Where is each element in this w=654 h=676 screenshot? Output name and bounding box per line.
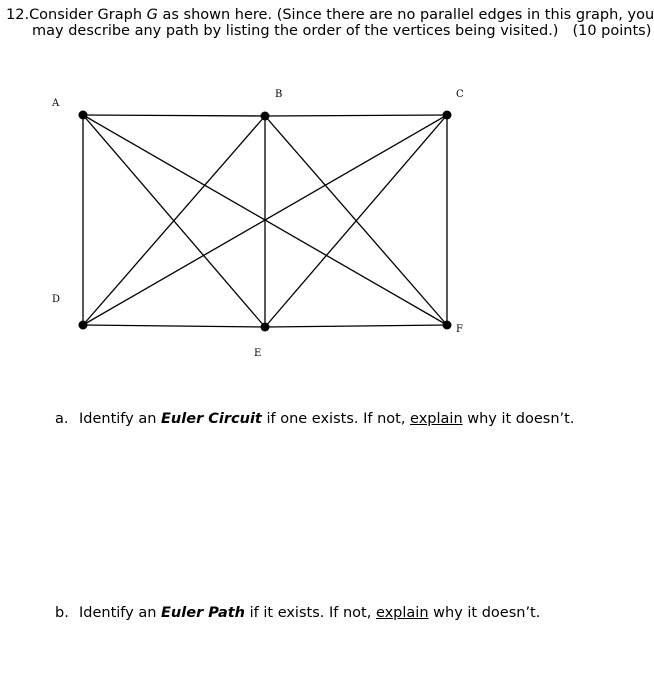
part-a-text-2: if one exists. If not, (261, 411, 411, 427)
question-text-rest: as shown here. (Since there are no parallel edges in this graph, you (157, 7, 654, 23)
part-b (55, 605, 540, 622)
part-a-emphasis: Euler Circuit (161, 411, 262, 427)
part-b-emphasis: Euler Path (161, 605, 246, 621)
part-b-letter: b. (55, 605, 69, 621)
vertex-D (79, 321, 88, 330)
vertex-C (443, 111, 452, 120)
question-number: 12. (6, 7, 30, 23)
vertex-E (261, 323, 270, 332)
part-b-text-1: Identify an (79, 605, 162, 621)
part-b-explain: explain (375, 605, 429, 621)
question-text-start: Consider Graph (29, 7, 147, 23)
vertex-label-B: B (275, 89, 283, 100)
edge-B-C (265, 115, 447, 116)
vertex-label-D: D (52, 294, 61, 305)
vertex-A (79, 111, 88, 120)
part-a-text-1: Identify an (79, 411, 162, 427)
edge-D-E (83, 325, 265, 327)
edge-A-B (83, 115, 265, 116)
part-b-text-2: if it exists. If not, (245, 605, 376, 621)
part-a (55, 411, 574, 428)
vertex-label-A: A (52, 98, 60, 109)
vertex-label-F: F (456, 324, 463, 335)
question-points: (10 points) (572, 23, 652, 39)
edge-E-F (265, 325, 447, 327)
part-b-text-3: why it doesn’t. (428, 605, 541, 621)
vertex-label-E: E (254, 348, 262, 359)
vertex-label-C: C (456, 89, 464, 100)
graph-name: G (146, 7, 158, 23)
part-a-letter: a. (55, 411, 69, 427)
part-a-explain: explain (410, 411, 463, 427)
vertex-B (261, 112, 270, 121)
part-a-text-3: why it doesn’t. (462, 411, 575, 427)
vertex-F (443, 321, 452, 330)
question-text-line2: may describe any path by listing the order of the vertices being visited.) (32, 23, 559, 39)
graph-edges (83, 115, 447, 327)
